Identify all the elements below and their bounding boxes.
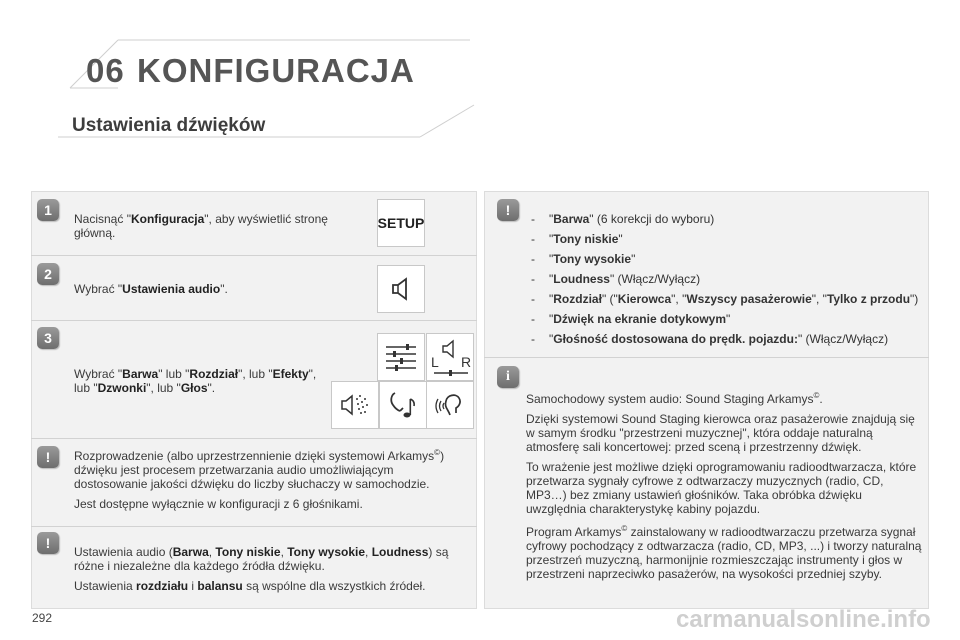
voice-icon (426, 381, 474, 429)
list-item: - "Rozdział" ("Kierowca", "Wszyscy pasażerowie", "Tylko z przodu") (527, 292, 923, 306)
chapter-title: KONFIGURACJA (137, 52, 415, 89)
sound-effects-icon (331, 381, 379, 429)
divider (31, 255, 477, 256)
divider (31, 438, 477, 439)
note-distribution-text: Rozprowadzenie (albo uprzestrzennienie dzięki systemowi Arkamys©) dźwięku jest procesem przetwarzania audio umożliwiającym dostosowanie jakości dźwięku do liczby słuchaczy w samochodzie. Jest dostępne wyłącznie w konfiguracji z 6 głośnikami. (74, 448, 445, 511)
step-3-text: Wybrać "Barwa" lub "Rozdział", lub "Efekty", lub "Dzwonki", lub "Głos". (74, 367, 317, 395)
list-item: - "Tony niskie" (527, 232, 923, 246)
watermark: carmanualsonline.info (676, 606, 931, 633)
chapter-number: 06 (86, 52, 125, 89)
balance-left-label: L (431, 354, 439, 370)
step-1-text: Nacisnąć "Konfiguracja", aby wyświetlić stronę główną. (74, 212, 328, 240)
section-title: Ustawienia dźwięków (72, 115, 266, 136)
warning-note-badge: ! (497, 199, 519, 221)
step-number-badge: 1 (37, 199, 59, 221)
sound-options-list (527, 212, 923, 352)
list-item: - "Głośność dostosowana do prędk. pojazdu:" (Włącz/Wyłącz) (527, 332, 923, 346)
divider (484, 357, 929, 358)
equalizer-icon (377, 333, 425, 381)
list-item: - "Loudness" (Włącz/Wyłącz) (527, 272, 923, 286)
balance-lr-icon (426, 333, 474, 381)
list-item: - "Barwa" (6 korekcji do wyboru) (527, 212, 923, 226)
speaker-icon (377, 265, 425, 313)
warning-note-badge: ! (37, 446, 59, 468)
divider (31, 320, 477, 321)
balance-right-label: R (461, 354, 472, 370)
list-item: - "Dźwięk na ekranie dotykowym" (527, 312, 923, 326)
setup-button-icon: SETUP (377, 199, 425, 247)
warning-note-badge: ! (37, 532, 59, 554)
note-arkamys-text: Samochodowy system audio: Sound Staging Arkamys©. Dzięki systemowi Sound Staging kierowca oraz pasażerowie znajdują się w samym środku "przestrzeni muzycznej", która oddaje naturalną atmosferę sali koncertowej: przed sceną i przestrzenny dźwięk. To wrażenie jest możliwe dzięki oprogramowaniu radioodtwarzacza, które przetwarza sygnały cyfrowe z odtwarzaczy muzycznych (radio, CD, MP3…) bez zmiany ustawień głośników. Taka obróbka dźwięku uwzględnia charakterystykę kabiny pojazdu. Program Arkamys© zainstalowany w radioodtwarzaczu przetwarza sygnał cyfrowy pochodzący z odtwarzacza (radio, CD, MP3, ...) i tworzy naturalną przestrzeń muzyczną, harmonijnie rozmieszczając instrumenty i głos w przestrzeni naprzeciwko pasażerów, na wysokości przedniej szyby. (526, 391, 922, 581)
note-audio-settings-text: Ustawienia audio (Barwa, Tony niskie, Tony wysokie, Loudness) są różne i niezależne dla każdego źródła dźwięku. Ustawienia rozdziału i balansu są wspólne dla wszystkich źródeł. (74, 545, 449, 593)
step-number-badge: 3 (37, 327, 59, 349)
step-number-badge: 2 (37, 263, 59, 285)
list-item: - "Tony wysokie" (527, 252, 923, 266)
step-2-text: Wybrać "Ustawienia audio". (74, 282, 228, 296)
divider (31, 526, 477, 527)
page-number: 292 (32, 611, 53, 625)
ringtone-music-note-icon (379, 381, 427, 429)
info-note-badge: i (497, 366, 519, 388)
